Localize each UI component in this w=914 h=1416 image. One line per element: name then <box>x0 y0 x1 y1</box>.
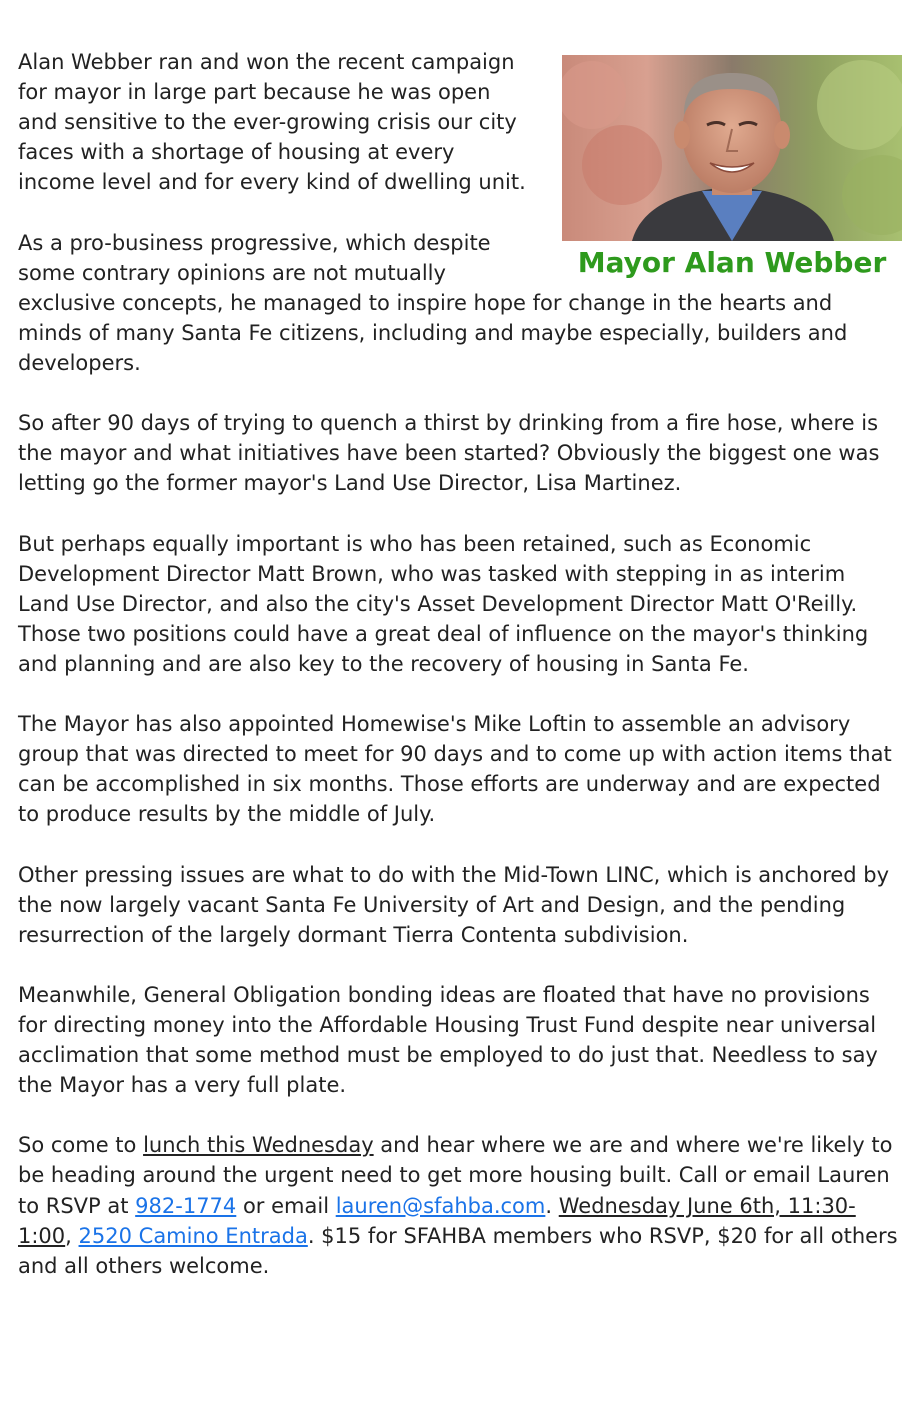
cta-or-email-text: or email <box>236 1193 336 1218</box>
lunch-link[interactable]: lunch this Wednesday <box>143 1133 374 1158</box>
photo-caption: Mayor Alan Webber <box>577 246 887 279</box>
paragraph-3: So after 90 days of trying to quench a thirst by drinking from a fire hose, where is the mayor and what initiatives have been started? Obviously the biggest one was letting go the former mayor's Land Use Director, Lisa Martinez. <box>18 411 880 496</box>
cta-period: . <box>545 1193 553 1218</box>
mayor-photo-block <box>562 55 902 281</box>
paragraph-4: But perhaps equally important is who has been retained, such as Economic Development Director Matt Brown, who was tasked with stepping in as interim Land Use Director, and also the city's Asset Development Director Matt O'Reilly. Those two positions could have a great deal of influence on the mayor's thinking and planning and are also key to the recovery of housing in Santa Fe. <box>18 531 869 676</box>
article-body <box>18 47 902 1311</box>
paragraph-5: The Mayor has also appointed Homewise's Mike Loftin to assemble an advisory group that was directed to meet for 90 days and to come up with action items that can be accomplished in six months. Those efforts are underway and are expected to produce results by the middle of July. <box>18 712 892 827</box>
paragraph-6: Other pressing issues are what to do with the Mid-Town LINC, which is anchored by the now largely vacant Santa Fe University of Art and Design, and the pending resurrection of the largely dormant Tierra Contenta subdivision. <box>18 862 890 947</box>
cta-lead-text: So come to <box>18 1133 144 1158</box>
paragraph-7: Meanwhile, General Obligation bonding ideas are floated that have no provisions for directing money into the Affordable Housing Trust Fund despite near universal acclimation that some method must be employed to do just that. Needless to say the Mayor has a very full plate. <box>18 982 878 1098</box>
mayor-portrait-image <box>562 55 902 241</box>
cta-tail-text: . $15 for SFAHBA members who RSVP, $20 for all others and all others welcome. <box>18 1223 898 1278</box>
address-link[interactable]: 2520 Camino Entrada <box>78 1223 308 1248</box>
email-link[interactable]: lauren@sfahba.com <box>335 1193 546 1218</box>
paragraph-2: As a pro-business progressive, which despite some contrary opinions are not mutually exclusive concepts, he managed to inspire hope for change in the hearts and minds of many Santa Fe citizens, including and maybe especially, builders and developers. <box>18 230 848 375</box>
paragraph-1: Alan Webber ran and won the recent campaign for mayor in large part because he was open and sensitive to the ever-growing crisis our city faces with a shortage of housing at every income level and for every kind of dwelling unit. <box>18 50 526 195</box>
phone-link[interactable]: 982-1774 <box>135 1193 237 1218</box>
event-date-link[interactable]: Wednesday June 6th, 11:30-1:00 <box>18 1193 856 1248</box>
rsvp-paragraph <box>18 1130 902 1280</box>
portrait-photo-graphic <box>562 55 902 241</box>
cta-comma: , <box>65 1223 79 1248</box>
cta-mid-text: and hear where we are and where we're likely to be heading around the urgent need to get more housing built. Call or email Lauren to RSVP at <box>18 1133 893 1218</box>
